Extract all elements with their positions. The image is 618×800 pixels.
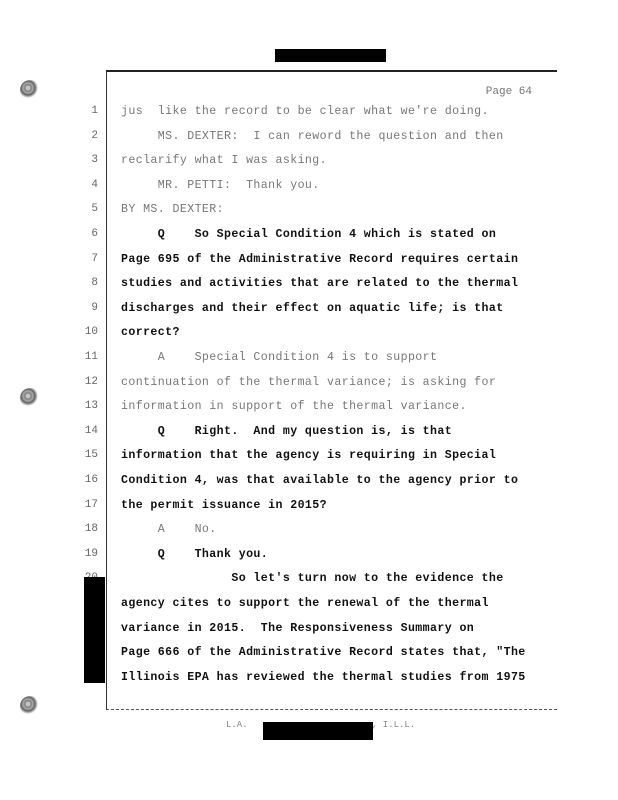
- transcript-line: [0, 548, 618, 573]
- line-number: 15: [84, 449, 98, 462]
- transcript-line: [0, 130, 618, 155]
- line-number: 6: [91, 228, 98, 240]
- transcript-line: [0, 351, 618, 376]
- line-number: 2: [91, 129, 98, 142]
- footer-right-text: , I.L.L.: [372, 720, 416, 730]
- line-text: information that the agency is requiring in Special: [121, 449, 497, 463]
- line-text: MS. DEXTER: I can reword the question and then: [121, 129, 504, 143]
- transcript-line: [0, 474, 618, 499]
- line-text: A Special Condition 4 is to support: [121, 351, 438, 364]
- redaction-bar-left: [84, 577, 105, 683]
- line-number: 7: [91, 252, 98, 265]
- line-text: reclarify what I was asking.: [121, 154, 328, 168]
- transcript-line: [0, 400, 618, 425]
- line-text: studies and activities that are related to the thermal: [121, 277, 519, 291]
- transcript-line: [0, 179, 618, 204]
- line-text: A No.: [121, 523, 217, 537]
- line-text: Page 695 of the Administrative Record requires certain: [121, 252, 519, 266]
- line-number: 8: [91, 277, 98, 290]
- transcript-line: [0, 302, 618, 327]
- line-text: discharges and their effect on aquatic life; is that: [121, 301, 504, 315]
- transcript-line: [0, 253, 618, 278]
- line-text: Q So Special Condition 4 which is stated on: [121, 228, 497, 241]
- line-number: 14: [84, 424, 98, 437]
- line-text: information in support of the thermal variance.: [121, 400, 467, 414]
- footer-left-text: L.A.: [226, 720, 248, 730]
- punch-hole-icon: [20, 80, 40, 100]
- punch-hole-icon: [20, 696, 40, 716]
- transcript-line: [0, 154, 618, 179]
- line-text: variance in 2015. The Responsiveness Summary on: [121, 621, 475, 635]
- transcript-line: [0, 499, 618, 524]
- line-text: Q Thank you.: [121, 547, 269, 561]
- line-number: 4: [91, 178, 98, 191]
- line-number: 1: [91, 105, 98, 117]
- transcript-line: [0, 523, 618, 548]
- line-number: 5: [91, 203, 98, 216]
- line-text: Condition 4, was that available to the agency prior to: [121, 474, 519, 487]
- line-number: 11: [84, 351, 98, 363]
- line-number: 9: [91, 301, 98, 314]
- line-text: the permit issuance in 2015?: [121, 498, 328, 512]
- line-text: Illinois EPA has reviewed the thermal studies from 1975: [121, 670, 526, 684]
- line-number: 16: [84, 474, 98, 486]
- line-text: So let's turn now to the evidence the: [121, 572, 504, 586]
- line-text: continuation of the thermal variance; is asking for: [121, 375, 497, 389]
- line-text: BY MS. DEXTER:: [121, 203, 225, 217]
- line-text: Q Right. And my question is, is that: [121, 424, 453, 438]
- line-number: 17: [84, 498, 98, 511]
- line-number: 19: [84, 547, 98, 560]
- redaction-bar-top: [275, 49, 386, 62]
- transcript-line: [0, 326, 618, 351]
- line-number: 18: [84, 523, 98, 536]
- transcript-line: [0, 203, 618, 228]
- line-text: jus like the record to be clear what we're doing.: [121, 105, 489, 118]
- line-text: correct?: [121, 326, 180, 340]
- line-text: MR. PETTI: Thank you.: [121, 178, 320, 192]
- transcript-line: [0, 277, 618, 302]
- page-number: Page 64: [485, 86, 532, 98]
- line-number: 10: [84, 326, 98, 339]
- line-number: 13: [84, 400, 98, 413]
- line-number: 3: [91, 154, 98, 167]
- transcript-line: [0, 228, 618, 253]
- transcript-line: [0, 105, 618, 130]
- transcript-line: [0, 376, 618, 401]
- redaction-bar-bottom: [263, 722, 373, 740]
- transcript-line: [0, 449, 618, 474]
- line-text: agency cites to support the renewal of the thermal: [121, 597, 489, 610]
- line-text: Page 666 of the Administrative Record states that, "The: [121, 646, 526, 660]
- line-number: 12: [84, 375, 98, 388]
- transcript-line: [0, 425, 618, 450]
